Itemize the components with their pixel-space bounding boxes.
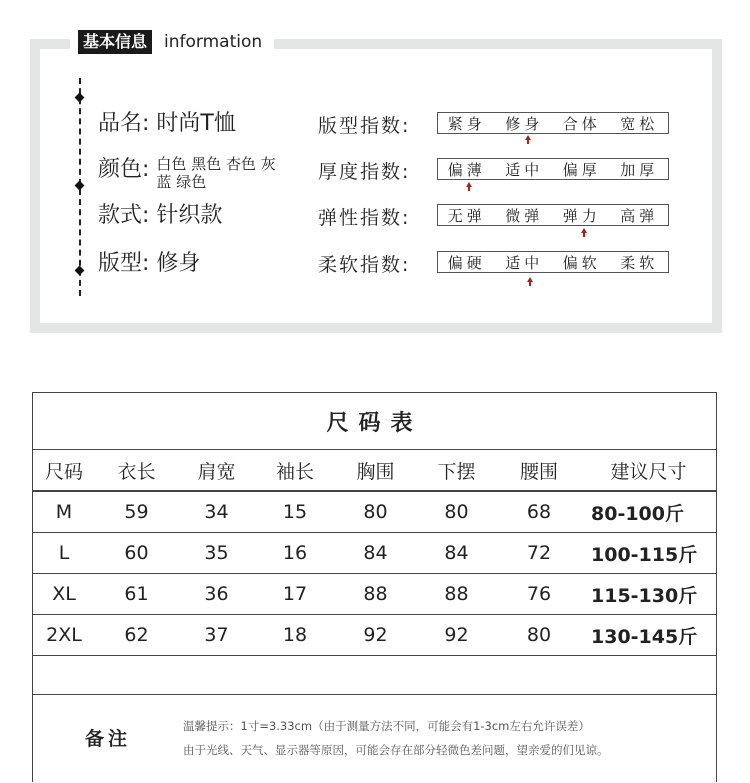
scale-option: 偏软 <box>562 253 601 272</box>
note-section <box>33 695 716 780</box>
scale-option: 适中 <box>505 253 544 272</box>
table-cell-recommend: 130-145斤 <box>581 615 716 656</box>
table-row <box>33 533 716 574</box>
table-cell: 76 <box>497 574 581 615</box>
scale-option: 偏厚 <box>562 160 601 179</box>
table-row <box>33 491 716 533</box>
table-cell-recommend: 115-130斤 <box>581 574 716 615</box>
table-cell: 17 <box>255 574 335 615</box>
info-header <box>70 28 274 56</box>
table-cell: 80 <box>416 491 497 533</box>
table-cell: 68 <box>497 491 581 533</box>
note-text <box>183 714 609 762</box>
column-header: 尺码 <box>33 450 95 491</box>
attr-value: 白色 黑色 杏色 灰蓝 绿色 <box>156 155 276 191</box>
attr-value: 针织款 <box>156 203 223 228</box>
index-scale-elasticity <box>437 204 669 226</box>
column-header: 袖长 <box>255 450 335 491</box>
column-header: 肩宽 <box>178 450 255 491</box>
table-cell: 59 <box>95 491 178 533</box>
table-cell: 84 <box>335 533 416 574</box>
attr-fit <box>98 250 200 278</box>
table-cell: 2XL <box>33 615 95 656</box>
table-cell: 61 <box>95 574 178 615</box>
scale-option: 适中 <box>505 160 544 179</box>
index-label-thickness: 厚度指数: <box>318 161 411 183</box>
scale-option: 柔软 <box>620 253 659 272</box>
scale-option: 紧身 <box>447 114 486 133</box>
table-cell: 80 <box>497 615 581 656</box>
index-scale-fit <box>437 112 669 134</box>
table-cell: 62 <box>95 615 178 656</box>
table-cell: L <box>33 533 95 574</box>
size-grid <box>33 450 716 656</box>
table-cell: 60 <box>95 533 178 574</box>
scale-option: 无弹 <box>447 206 486 225</box>
column-header: 衣长 <box>95 450 178 491</box>
table-cell: 34 <box>178 491 255 533</box>
attr-label: 颜色: <box>98 157 150 182</box>
note-line: 由于光线、天气、显示器等原因，可能会存在部分轻微色差问题，望亲爱的们见谅。 <box>183 742 609 757</box>
attr-value: 时尚T恤 <box>156 111 236 136</box>
index-scale-softness <box>437 251 669 273</box>
attr-label: 款式: <box>98 203 150 228</box>
attr-color <box>98 156 278 191</box>
attr-label: 版型: <box>98 251 150 276</box>
scale-option: 微弹 <box>505 206 544 225</box>
table-cell-recommend: 80-100斤 <box>581 491 716 533</box>
index-scale-thickness <box>437 158 669 180</box>
scale-option: 高弹 <box>620 206 659 225</box>
note-label: 备注 <box>84 728 131 750</box>
table-cell: 16 <box>255 533 335 574</box>
attr-style <box>98 202 222 230</box>
scale-option: 宽松 <box>620 114 659 133</box>
table-cell: 92 <box>335 615 416 656</box>
table-cell: M <box>33 491 95 533</box>
table-cell: 35 <box>178 533 255 574</box>
size-table <box>32 392 717 782</box>
note-line: 温馨提示：1寸=3.33cm（由于测量方法不同，可能会有1-3cm左右允许误差） <box>183 718 590 733</box>
index-label-fit: 版型指数: <box>318 115 411 137</box>
index-label-elasticity: 弹性指数: <box>318 207 411 229</box>
size-table-title: 尺码表 <box>33 393 716 450</box>
column-header: 下摆 <box>416 450 497 491</box>
table-row <box>33 615 716 656</box>
scale-option: 偏薄 <box>447 160 486 179</box>
table-cell-recommend: 100-115斤 <box>581 533 716 574</box>
table-cell: 37 <box>178 615 255 656</box>
column-header: 胸围 <box>335 450 416 491</box>
attr-label: 品名: <box>98 111 150 136</box>
table-cell: 92 <box>416 615 497 656</box>
table-cell: 72 <box>497 533 581 574</box>
table-blank-row <box>33 656 716 695</box>
table-cell: 15 <box>255 491 335 533</box>
column-header: 建议尺寸 <box>581 450 716 491</box>
table-cell: 18 <box>255 615 335 656</box>
attr-value: 修身 <box>156 251 201 276</box>
info-tag: 基本信息 <box>78 30 152 54</box>
attr-product-name <box>98 110 236 138</box>
scale-option: 弹力 <box>562 206 601 225</box>
table-cell: 80 <box>335 491 416 533</box>
table-header-row <box>33 450 716 491</box>
table-cell: XL <box>33 574 95 615</box>
table-cell: 88 <box>335 574 416 615</box>
table-cell: 88 <box>416 574 497 615</box>
column-header: 腰围 <box>497 450 581 491</box>
scale-option: 修身 <box>505 114 544 133</box>
table-cell: 84 <box>416 533 497 574</box>
scale-option: 偏硬 <box>447 253 486 272</box>
scale-option: 加厚 <box>620 160 659 179</box>
scale-option: 合体 <box>562 114 601 133</box>
info-title-en: information <box>164 32 263 52</box>
table-cell: 36 <box>178 574 255 615</box>
table-row <box>33 574 716 615</box>
index-label-softness: 柔软指数: <box>318 254 411 276</box>
